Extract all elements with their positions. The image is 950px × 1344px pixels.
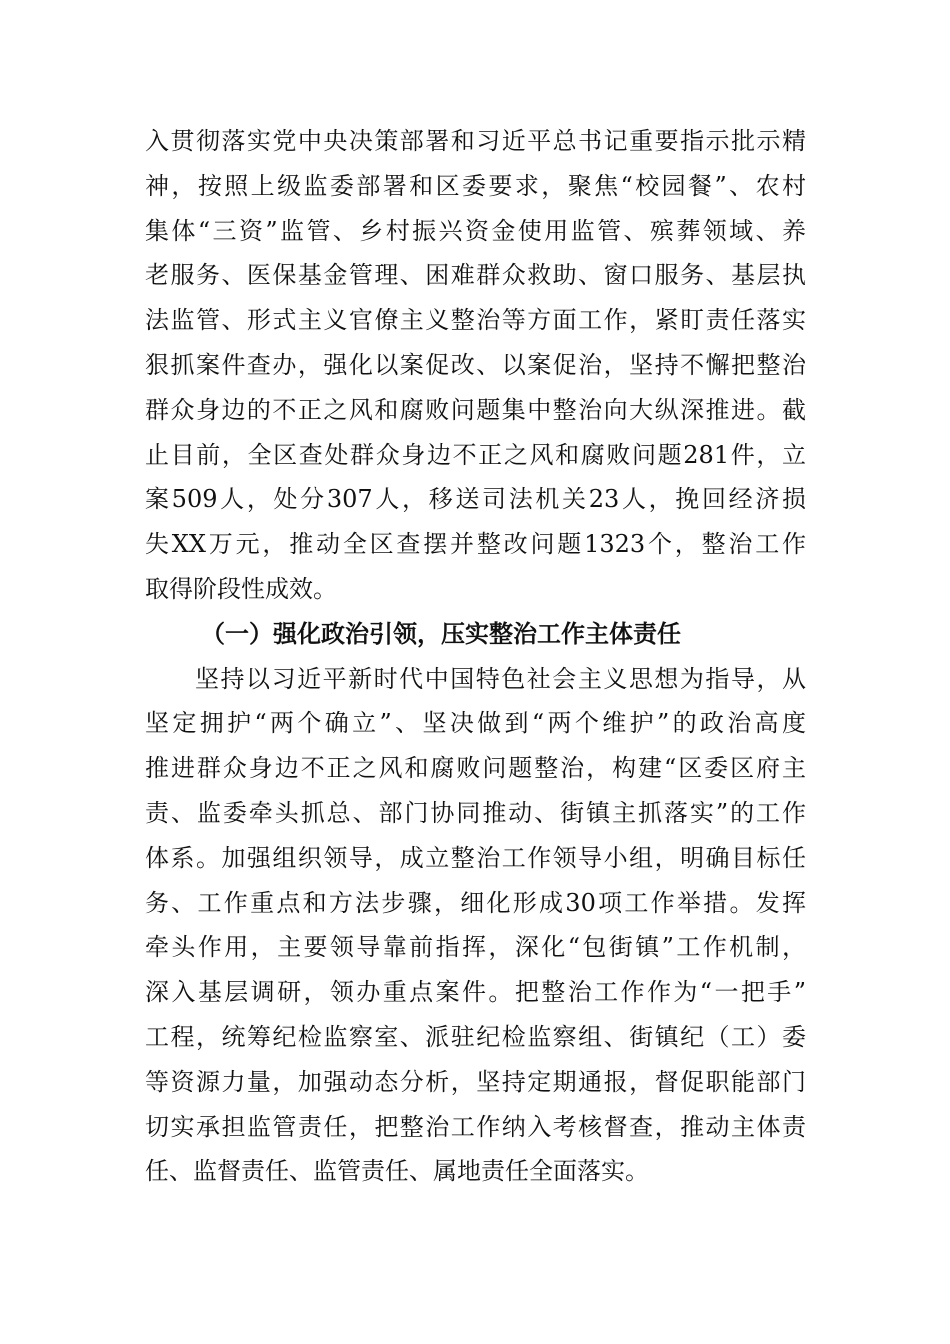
text-line: 狠抓案件查办，强化以案促改、以案促治，坚持不懈把整治	[145, 350, 806, 379]
text-line: 取得阶段性成效。	[145, 574, 337, 603]
text-line: 坚定拥护“两个确立”、坚决做到“两个维护”的政治高度	[145, 709, 806, 738]
text-line: 责、监委牵头抓总、部门协同推动、街镇主抓落实”的工作	[145, 798, 806, 827]
text-line: 群众身边的不正之风和腐败问题集中整治向大纵深推进。截	[145, 395, 806, 424]
text-line: 牵头作用，主要领导靠前指挥，深化“包街镇”工作机制，	[145, 933, 806, 962]
text-line: 入贯彻落实党中央决策部署和习近平总书记重要指示批示精	[145, 127, 806, 155]
paragraph-intro	[145, 119, 806, 612]
text-line: 工程，统筹纪检监察室、派驻纪检监察组、街镇纪（工）委	[145, 1022, 806, 1051]
text-line: 止目前，全区查处群众身边不正之风和腐败问题281件，立	[145, 440, 806, 469]
document-page	[145, 119, 806, 1194]
text-line: 务、工作重点和方法步骤，细化形成30项工作举措。发挥	[145, 888, 806, 917]
text-line: 法监管、形式主义官僚主义整治等方面工作，紧盯责任落实	[145, 306, 806, 335]
text-line: 失XX万元，推动全区查摆并整改问题1323个，整治工作	[145, 530, 806, 559]
text-line: 深入基层调研，领办重点案件。把整治工作作为“一把手”	[145, 978, 806, 1007]
text-line: 推进群众身边不正之风和腐败问题整治，构建“区委区府主	[145, 754, 806, 783]
text-line: 等资源力量，加强动态分析，坚持定期通报，督促职能部门	[145, 1067, 806, 1096]
text-line: 神，按照上级监委部署和区委要求，聚焦“校园餐”、农村	[145, 171, 806, 200]
text-line: 体系。加强组织领导，成立整治工作领导小组，明确目标任	[145, 843, 806, 872]
text-line: 任、监督责任、监管责任、属地责任全面落实。	[145, 1157, 649, 1186]
section-heading: （一）强化政治引领，压实整治工作主体责任	[201, 618, 681, 648]
paragraph-section-1	[145, 657, 806, 1195]
text-line: 集体“三资”监管、乡村振兴资金使用监管、殡葬领域、养	[145, 216, 806, 245]
text-line: 切实承担监管责任，把整治工作纳入考核督查，推动主体责	[145, 1112, 806, 1141]
text-line: 老服务、医保基金管理、困难群众救助、窗口服务、基层执	[145, 261, 806, 290]
text-line: 案509人，处分307人，移送司法机关23人，挽回经济损	[145, 485, 806, 514]
text-line: 坚持以习近平新时代中国特色社会主义思想为指导，从	[195, 664, 806, 693]
